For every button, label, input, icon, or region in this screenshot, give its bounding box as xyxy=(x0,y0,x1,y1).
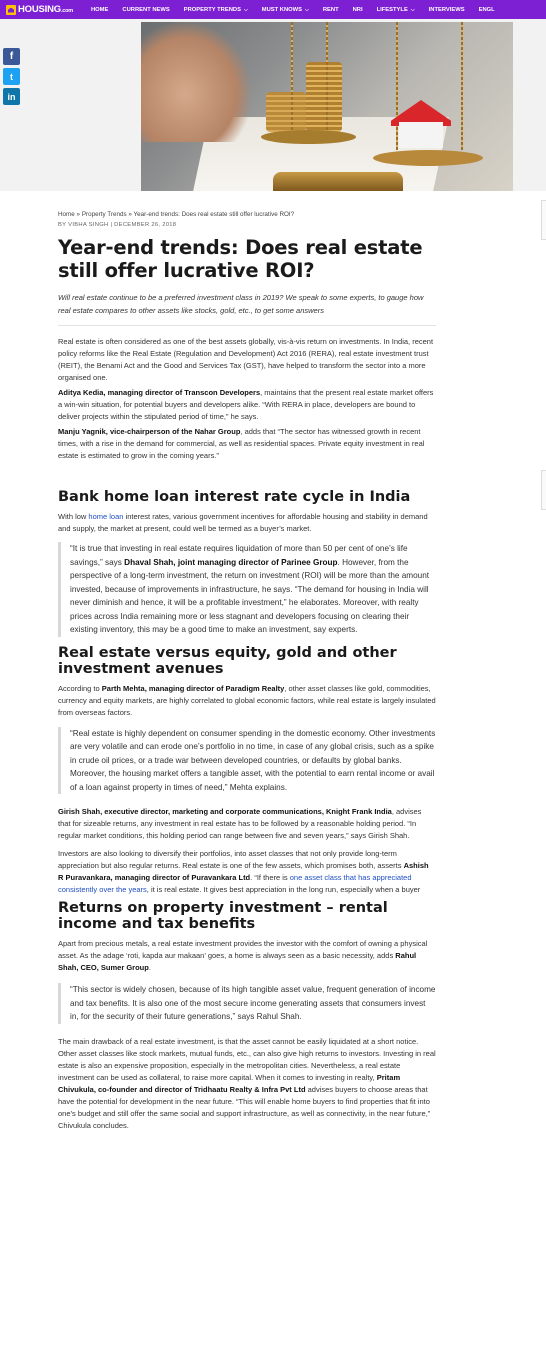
hero-banner xyxy=(0,19,546,191)
hero-image-scale-house xyxy=(141,22,513,191)
nav-item-english[interactable]: ENGL xyxy=(478,6,495,13)
paragraph: Girish Shah, executive director, marketing and corporate communications, Knight Frank India, advises that for sizeable returns, any investment in real estate has to be followed by a reasonable holding period. “In regular market conditions, this holding period can range between five and seven years,” says Girish Shah. xyxy=(58,807,422,840)
nav-item-home[interactable]: HOME xyxy=(90,6,109,13)
blockquote: “It is true that investing in real estate requires liquidation of more than 50 per cent of one’s life savings,” says Dhaval Shah, joint managing director of Parinee Group. However, from the perspective of a long-term investment, the return on investment (ROI) will be more than the amount invested, because of improvements in infrastructure, he says. “The demand for housing in India will never diminish and hence, it will be a profitable investment,” he elaborates. Moreover, with realty prices across India remaining more or less stagnant and developers focusing on clearing their existing inventory, this may be a good time to make an investment, say experts. xyxy=(58,542,436,637)
paragraph: Aditya Kedia, managing director of Transcon Developers, maintains that the present real estate market offers a win-win situation, for potential buyers and developers alike. “With RERA in place, developers are bound to deliver projects within the stipulated period of time,” he says. xyxy=(58,388,434,421)
nav-item-current-news[interactable]: CURRENT NEWS xyxy=(122,6,170,13)
chevron-down-icon: ⌵ xyxy=(410,6,415,13)
breadcrumb-category[interactable]: Property Trends xyxy=(81,211,127,218)
nav-item-lifestyle[interactable]: LIFESTYLE ⌵ xyxy=(376,6,415,13)
breadcrumb: Home » Property Trends » Year-end trends: Does real estate still offer lucrative ROI? xyxy=(58,211,295,218)
publish-date: DECEMBER 26, 2018 xyxy=(114,222,177,228)
page-title: Year-end trends: Does real estate still offer lucrative ROI? xyxy=(58,236,423,282)
side-scroll-tab[interactable] xyxy=(541,200,546,240)
paragraph: The main drawback of a real estate investment, is that the asset cannot be easily liquidated at a short notice. Other asset classes like stock markets, mutual funds, etc., can also give high returns to investors. Investing in real estate is also an expensive proposition, especially in the metropolitan cities. Nevertheless, a real estate investment can be used as collateral, to raise more capital. When it comes to investing in realty, Pritam Chivukula, co-founder and director of Tridhaatu Realty & Infra Pvt Ltd advises buyers to choose areas that have the potential for development in the near future. “This will enable home buyers to find properties that fit into one’s budget and still offer the same social and support infrastructure, as well as connectivity, in the near future,” Chivukula concludes. xyxy=(58,1036,436,1130)
nav-item-property-trends[interactable]: PROPERTY TRENDS ⌵ xyxy=(183,6,248,13)
home-loan-link[interactable]: home loan xyxy=(88,512,124,521)
nav-item-interviews[interactable]: INTERVIEWS xyxy=(428,6,465,13)
paragraph: Manju Yagnik, vice-chairperson of the Nahar Group, adds that “The sector has witnessed growth in recent times, with a rise in the demand for commercial, as well as residential spaces. Private equity investment in real estate is estimated to grow in the coming years.” xyxy=(58,427,425,460)
asset-class-link[interactable]: one asset class that has appreciated consistently over the years xyxy=(58,873,412,894)
blockquote: “This sector is widely chosen, because of its high tangible asset value, frequent generation of income and tax benefits. It is also one of the most secure income generating assets that consumers invest in, for the security of their future generations,” says Rahul Shah. xyxy=(58,983,436,1024)
facebook-icon[interactable]: f xyxy=(3,48,20,65)
logo-text: HOUSING xyxy=(18,4,61,15)
paragraph: According to Parth Mehta, managing director of Paradigm Realty, other asset classes like gold, commodities, currency and equity markets, are highly correlated to global economic factors, while real estate is largely insulated from overseas factors. xyxy=(58,683,436,717)
twitter-icon[interactable]: t xyxy=(3,68,20,85)
section-heading: Real estate versus equity, gold and other investment avenues xyxy=(58,644,397,677)
blockquote: “Real estate is highly dependent on consumer spending in the domestic economy. Other investments are very volatile and can erode one’s portfolio in no time, in case of any global crisis, such as a spike in crude oil prices, or a trade war between developed countries, or defaults by global banks. Moreover, the housing market offers a tangible asset, with the potential to earn rental income or avail of a loan against property in times of need,” Mehta explains. xyxy=(58,727,436,795)
logo-suffix: .com xyxy=(60,8,73,14)
byline: BY VIBHA SINGH | DECEMBER 26, 2018 xyxy=(58,222,177,228)
section-heading: Returns on property investment – rental income and tax benefits xyxy=(58,900,388,932)
top-navigation xyxy=(0,0,546,19)
linkedin-icon[interactable]: in xyxy=(3,88,20,105)
house-logo-icon xyxy=(6,5,16,15)
nav-item-must-knows[interactable]: MUST KNOWS ⌵ xyxy=(261,6,309,13)
section-heading: Bank home loan interest rate cycle in India xyxy=(58,489,411,505)
nav-item-nri[interactable]: NRI xyxy=(352,6,363,13)
paragraph: Investors are also looking to diversify their portfolios, into asset classes that not only provide long-term appreciation but also regular returns. Real estate is one of the few assets, which promises both, asserts Ashish R Puravankara, managing director of Puravankara Ltd. “If there is one asset class that has appreciated consistently over the years, it is real estate. It gives best appreciation in the long run, especially when a buyer xyxy=(58,849,429,894)
side-scroll-tab[interactable] xyxy=(541,470,546,510)
paragraph: Real estate is often considered as one of the best assets globally, vis-à-vis return on investments. In India, recent policy reforms like the Real Estate (Regulation and Development) Act 2016 (RERA), real estate investment trust (REIT), the Benami Act and the Good and Services Tax (GST), have helped to transform the sector into a more organised one. xyxy=(58,337,434,382)
paragraph: Apart from precious metals, a real estate investment provides the investor with the comfort of owning a physical asset. As the adage ‘roti, kapda aur makaan’ goes, a home is always seen as a basic necessity, adds Rahul Shah, CEO, Sumer Group. xyxy=(58,939,428,972)
chevron-down-icon: ⌵ xyxy=(243,6,248,13)
breadcrumb-current: Year-end trends: Does real estate still offer lucrative ROI? xyxy=(133,211,295,218)
article-intro: Will real estate continue to be a preferred investment class in 2019? We speak to some experts, to gauge how real estate compares to other assets like stocks, gold, etc., to get some answers xyxy=(58,292,436,326)
article xyxy=(58,210,436,1132)
author-name[interactable]: VIBHA SINGH xyxy=(68,222,109,228)
house-model xyxy=(391,100,451,148)
nav-item-rent[interactable]: RENT xyxy=(322,6,339,13)
paragraph: With low home loan interest rates, various government incentives for affordable housing and stability in demand and supply, the market at present, could well be termed as a buyer’s market. xyxy=(58,512,428,533)
chevron-down-icon: ⌵ xyxy=(305,6,309,13)
housing-logo[interactable] xyxy=(6,4,73,15)
breadcrumb-home[interactable]: Home xyxy=(58,211,75,218)
